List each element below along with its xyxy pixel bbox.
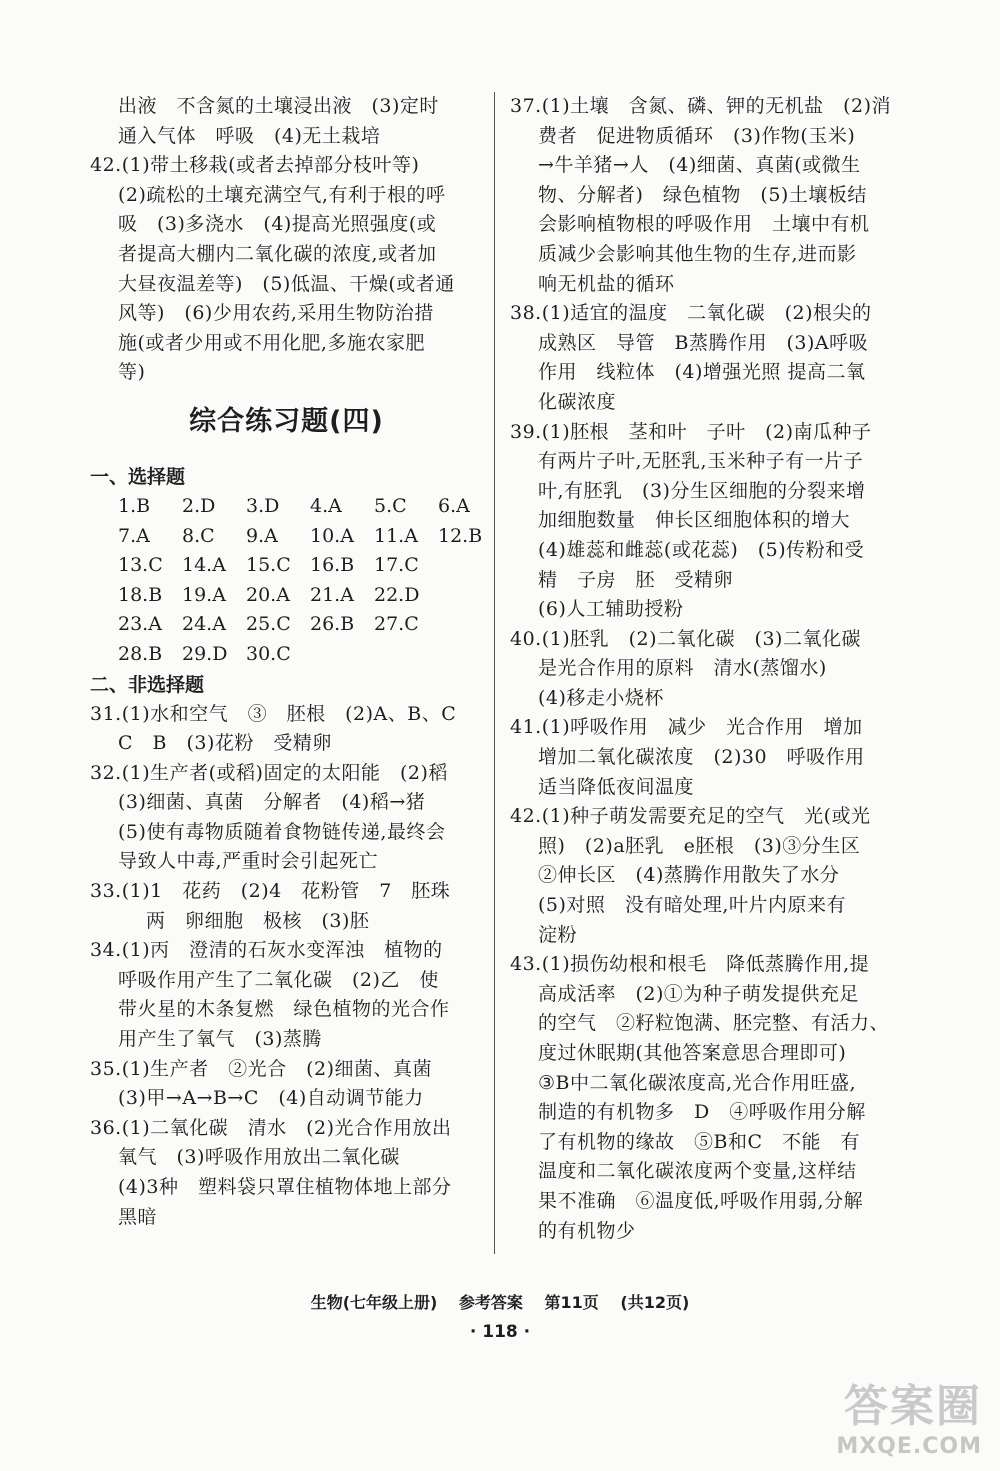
answer-line: 42.(1)带土移栽(或者去掉部分枝叶等)	[90, 154, 420, 177]
mc-answer: 17.C	[374, 554, 419, 577]
mc-answer: 18.B	[118, 583, 163, 606]
answer-line: 36.(1)二氧化碳 清水 (2)光合作用放出	[90, 1116, 452, 1139]
answer-line: 带火星的木条复燃 绿色植物的光合作	[118, 998, 450, 1021]
mc-answer: 10.A	[310, 524, 354, 547]
answer-line: 质减少会影响其他生物的生存,进而影	[538, 242, 857, 265]
answer-line: 的有机物少	[538, 1219, 636, 1242]
right-answers	[510, 92, 902, 1246]
footer-subject: 生物(七年级上册)	[310, 1293, 438, 1312]
watermark	[836, 1370, 982, 1459]
mc-heading: 一、选择题	[90, 465, 186, 488]
mc-row	[90, 610, 483, 640]
answer-line: (5)使有毒物质随着食物链传递,最终会	[118, 820, 446, 843]
mc-answer: 16.B	[310, 554, 355, 577]
answer-line: 是光合作用的原料 清水(蒸馏水)	[538, 657, 827, 680]
answer-line: C B (3)花粉 受精卵	[118, 732, 332, 755]
answer-line: 32.(1)生产者(或稻)固定的太阳能 (2)稻	[90, 761, 448, 784]
answer-line: 增加二氧化碳浓度 (2)30 呼吸作用	[538, 746, 865, 769]
answer-line: 成熟区 导管 B蒸腾作用 (3)A呼吸	[538, 331, 869, 354]
mc-answer: 21.A	[310, 583, 354, 606]
mc-answer: 29.D	[182, 642, 228, 665]
page-number: · 118 ·	[469, 1322, 531, 1342]
mc-row	[90, 581, 483, 611]
answer-line: (4)雄蕊和雌蕊(或花蕊) (5)传粉和受	[538, 538, 865, 561]
answer-line: (4)移走小烧杯	[538, 686, 664, 709]
answer-line: 高成活率 (2)①为种子萌发提供充足	[538, 982, 859, 1005]
answer-line: 大昼夜温差等) (5)低温、干燥(或者通	[118, 272, 455, 295]
mc-answer: 2.D	[182, 494, 216, 517]
answer-line: 物、分解者) 绿色植物 (5)土壤板结	[538, 183, 867, 206]
mc-answer: 23.A	[118, 613, 162, 636]
mc-row	[90, 640, 483, 670]
mc-answer: 28.B	[118, 642, 163, 665]
answer-line: 吸 (3)多浇水 (4)提高光照强度(或	[118, 213, 437, 236]
left-column	[90, 92, 483, 1232]
footer-label: 参考答案	[458, 1293, 523, 1312]
answer-line: 通入气体 呼吸 (4)无土栽培	[118, 124, 381, 147]
mc-answer: 15.C	[246, 554, 291, 577]
mc-answer: 26.B	[310, 613, 355, 636]
answer-line: 适当降低夜间温度	[538, 775, 695, 798]
section-title: 综合练习题(四)	[189, 405, 384, 437]
answer-line: ③B中二氧化碳浓度高,光合作用旺盛,	[538, 1071, 857, 1094]
answer-line: (2)疏松的土壤充满空气,有利于根的呼	[118, 183, 446, 206]
answer-line: (3)甲→A→B→C (4)自动调节能力	[118, 1087, 424, 1110]
answer-line: 的空气 ②籽粒饱满、胚完整、有活力、	[538, 1012, 890, 1035]
left-top-answers	[90, 92, 483, 388]
watermark-url: MXQE.COM	[836, 1434, 982, 1459]
answer-line: 响无机盐的循环	[538, 272, 675, 295]
answer-line: 33.(1)1 花药 (2)4 花粉管 7 胚珠	[90, 880, 451, 903]
answer-line: (3)细菌、真菌 分解者 (4)稻→猪	[118, 791, 426, 814]
answer-line: (6)人工辅助授粉	[538, 598, 684, 621]
mc-answer: 27.C	[374, 613, 419, 636]
answer-line: 41.(1)呼吸作用 减少 光合作用 增加	[510, 716, 863, 739]
answer-line: 40.(1)胚乳 (2)二氧化碳 (3)二氧化碳	[510, 627, 861, 650]
answer-line: 施(或者少用或不用化肥,多施农家肥	[118, 331, 425, 354]
mc-answer: 3.D	[246, 494, 280, 517]
answer-line: 31.(1)水和空气 ③ 胚根 (2)A、B、C	[90, 702, 457, 725]
answer-line: 者提高大棚内二氧化碳的浓度,或者加	[118, 242, 437, 265]
answer-line: 果不准确 ⑥温度低,呼吸作用弱,分解	[538, 1189, 864, 1212]
footer-total: (共12页)	[620, 1293, 690, 1312]
mc-answer: 4.A	[310, 494, 342, 517]
answer-line: 有两片子叶,无胚乳,玉米种子有一片子	[538, 450, 864, 473]
answer-line: 温度和二氧化碳浓度两个变量,这样结	[538, 1160, 857, 1183]
footer-page: 第11页	[544, 1293, 599, 1312]
answer-line: 出液 不含氮的土壤浸出液 (3)定时	[118, 95, 439, 117]
mc-answer: 20.A	[246, 583, 290, 606]
answer-line: 费者 促进物质循环 (3)作物(玉米)	[538, 124, 856, 147]
answer-line: 39.(1)胚根 茎和叶 子叶 (2)南瓜种子	[510, 420, 872, 443]
answer-line: 34.(1)丙 澄清的石灰水变浑浊 植物的	[90, 939, 443, 962]
mc-answer: 12.B	[438, 524, 483, 547]
mc-answer: 9.A	[246, 524, 278, 547]
mc-answer: 5.C	[374, 494, 407, 517]
answer-line: 用产生了氧气 (3)蒸腾	[118, 1028, 322, 1051]
answer-line: (5)对照 没有暗处理,叶片内原来有	[538, 894, 846, 917]
answer-line: 37.(1)土壤 含氮、磷、钾的无机盐 (2)消	[510, 95, 892, 117]
watermark-logo: 答案圈	[844, 1381, 982, 1432]
answer-line: →牛羊猪→人 (4)细菌、真菌(或微生	[538, 154, 861, 177]
answer-line: 制造的有机物多 D ④呼吸作用分解	[538, 1101, 866, 1124]
answer-line: 两 卵细胞 极核 (3)胚	[146, 909, 370, 932]
answer-line: 化碳浓度	[538, 390, 617, 413]
answer-line: 等)	[118, 361, 146, 384]
left-bottom-answers	[90, 700, 483, 1233]
answer-line: 叶,有胚乳 (3)分生区细胞的分裂来增	[538, 479, 866, 502]
answer-line: 加细胞数量 伸长区细胞体积的增大	[538, 509, 851, 532]
answer-line: 作用 线粒体 (4)增强光照 提高二氧	[538, 361, 866, 384]
mc-answer: 25.C	[246, 613, 291, 636]
answer-line: 38.(1)适宜的温度 二氧化碳 (2)根尖的	[510, 302, 872, 325]
answer-line: 精 子房 胚 受精卵	[538, 568, 734, 591]
mc-answer: 11.A	[374, 524, 418, 547]
mc-answer: 14.A	[182, 554, 226, 577]
mc-answer: 6.A	[438, 494, 470, 517]
footer	[0, 1290, 1000, 1313]
mc-row	[90, 551, 483, 581]
mc-answer: 7.A	[118, 524, 150, 547]
mc-answer: 24.A	[182, 613, 226, 636]
answer-line: 度过休眠期(其他答案意思合理即可)	[538, 1042, 847, 1064]
mc-answer: 13.C	[118, 554, 163, 577]
answer-line: 导致人中毒,严重时会引起死亡	[118, 850, 379, 873]
answer-line: 42.(1)种子萌发需要充足的空气 光(或光	[510, 805, 871, 828]
answer-line: 了有机物的缘故 ⑤B和C 不能 有	[538, 1130, 861, 1153]
answer-line: 35.(1)生产者 ②光合 (2)细菌、真菌	[90, 1057, 433, 1080]
right-column	[510, 92, 902, 1246]
mc-answer: 22.D	[374, 583, 420, 606]
nonmc-heading: 二、非选择题	[90, 673, 205, 696]
answer-line: 氧气 (3)呼吸作用放出二氧化碳	[118, 1146, 400, 1169]
answer-line: 呼吸作用产生了二氧化碳 (2)乙 使	[118, 968, 439, 991]
mc-row	[90, 522, 483, 552]
answer-line: (4)3种 塑料袋只罩住植物体地上部分	[118, 1176, 452, 1198]
answer-line: ②伸长区 (4)蒸腾作用散失了水分	[538, 864, 840, 887]
answer-line: 淀粉	[538, 923, 578, 946]
mc-answer: 19.A	[182, 583, 226, 606]
mc-answer: 30.C	[246, 642, 291, 665]
mc-answers	[90, 492, 483, 670]
column-divider	[494, 92, 495, 1254]
mc-row	[90, 492, 483, 522]
answer-line: 会影响植物根的呼吸作用 土壤中有机	[538, 213, 870, 236]
mc-answer: 8.C	[182, 524, 215, 547]
answer-line: 黑暗	[118, 1205, 158, 1228]
mc-answer: 1.B	[118, 494, 151, 517]
answer-line: 43.(1)损伤幼根和根毛 降低蒸腾作用,提	[510, 953, 870, 976]
answer-line: 照) (2)a胚乳 e胚根 (3)③分生区	[538, 834, 861, 857]
answer-line: 风等) (6)少用农药,采用生物防治措	[118, 302, 434, 325]
